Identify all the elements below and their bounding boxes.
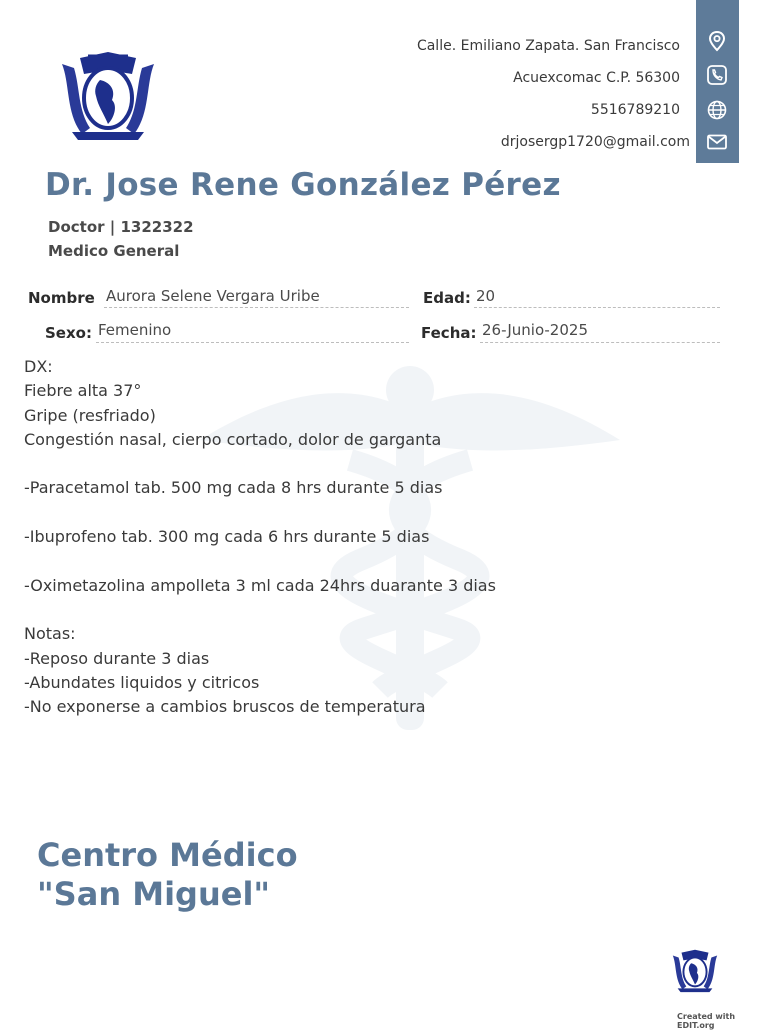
date-value: 26-Junio-2025 (482, 321, 588, 339)
phone-number: 5516789210 (590, 102, 680, 118)
notes-heading: Notas: (24, 624, 76, 644)
email-address: drjosergp1720@gmail.com (500, 134, 690, 150)
medication-line: -Ibuprofeno tab. 300 mg cada 6 hrs durante 5 dias (24, 527, 430, 547)
patient-name-underline (104, 307, 409, 308)
created-with-credit: Created with EDIT.org (677, 1012, 736, 1030)
clinic-name-line-2: "San Miguel" (37, 875, 271, 913)
mail-icon (706, 131, 728, 153)
blank-line (24, 549, 496, 573)
doctor-license: Doctor | 1322322 (48, 218, 194, 236)
note-line: -Abundates liquidos y citricos (24, 672, 260, 692)
diagnosis-line: Gripe (resfriado) (24, 405, 156, 425)
age-label: Edad: (423, 289, 471, 307)
diagnosis-line: Congestión nasal, cierpo cortado, dolor de garganta (24, 429, 442, 449)
university-seal-small-logo (668, 942, 722, 998)
diagnosis-line: Fiebre alta 37° (24, 381, 142, 401)
blank-line (24, 501, 496, 525)
contact-icon-bar (696, 0, 739, 163)
clinic-name (37, 836, 298, 914)
age-underline (474, 307, 720, 308)
address-line-1: Calle. Emiliano Zapata. San Francisco (416, 38, 680, 54)
clinic-name-line-1: Centro Médico (37, 836, 298, 874)
date-underline (480, 342, 720, 343)
blank-line (24, 452, 496, 476)
age-value: 20 (476, 287, 496, 305)
university-seal-logo (52, 44, 164, 144)
medication-line: -Oximetazolina ampolleta 3 ml cada 24hrs duarante 3 dias (24, 575, 496, 595)
doctor-name: Dr. Jose Rene González Pérez (45, 167, 561, 203)
location-pin-icon (706, 30, 728, 52)
sex-label: Sexo: (45, 324, 92, 342)
address-line-2: Acuexcomac C.P. 56300 (513, 70, 680, 86)
globe-icon (706, 99, 728, 121)
medication-line: -Paracetamol tab. 500 mg cada 8 hrs durante 5 dias (24, 478, 443, 498)
patient-name-label: Nombre (28, 289, 95, 307)
patient-name-value: Aurora Selene Vergara Uribe (106, 287, 320, 305)
sex-value: Femenino (98, 321, 172, 339)
contact-info (416, 36, 690, 164)
sex-underline (96, 342, 409, 343)
blank-line (24, 598, 496, 622)
note-line: -Reposo durante 3 dias (24, 648, 210, 668)
prescription-body (24, 355, 496, 719)
date-label: Fecha: (421, 324, 477, 342)
diagnosis-heading: DX: (24, 357, 53, 376)
note-line: -No exponerse a cambios bruscos de temperatura (24, 697, 426, 717)
doctor-specialty: Medico General (48, 242, 180, 260)
phone-icon (706, 64, 728, 86)
